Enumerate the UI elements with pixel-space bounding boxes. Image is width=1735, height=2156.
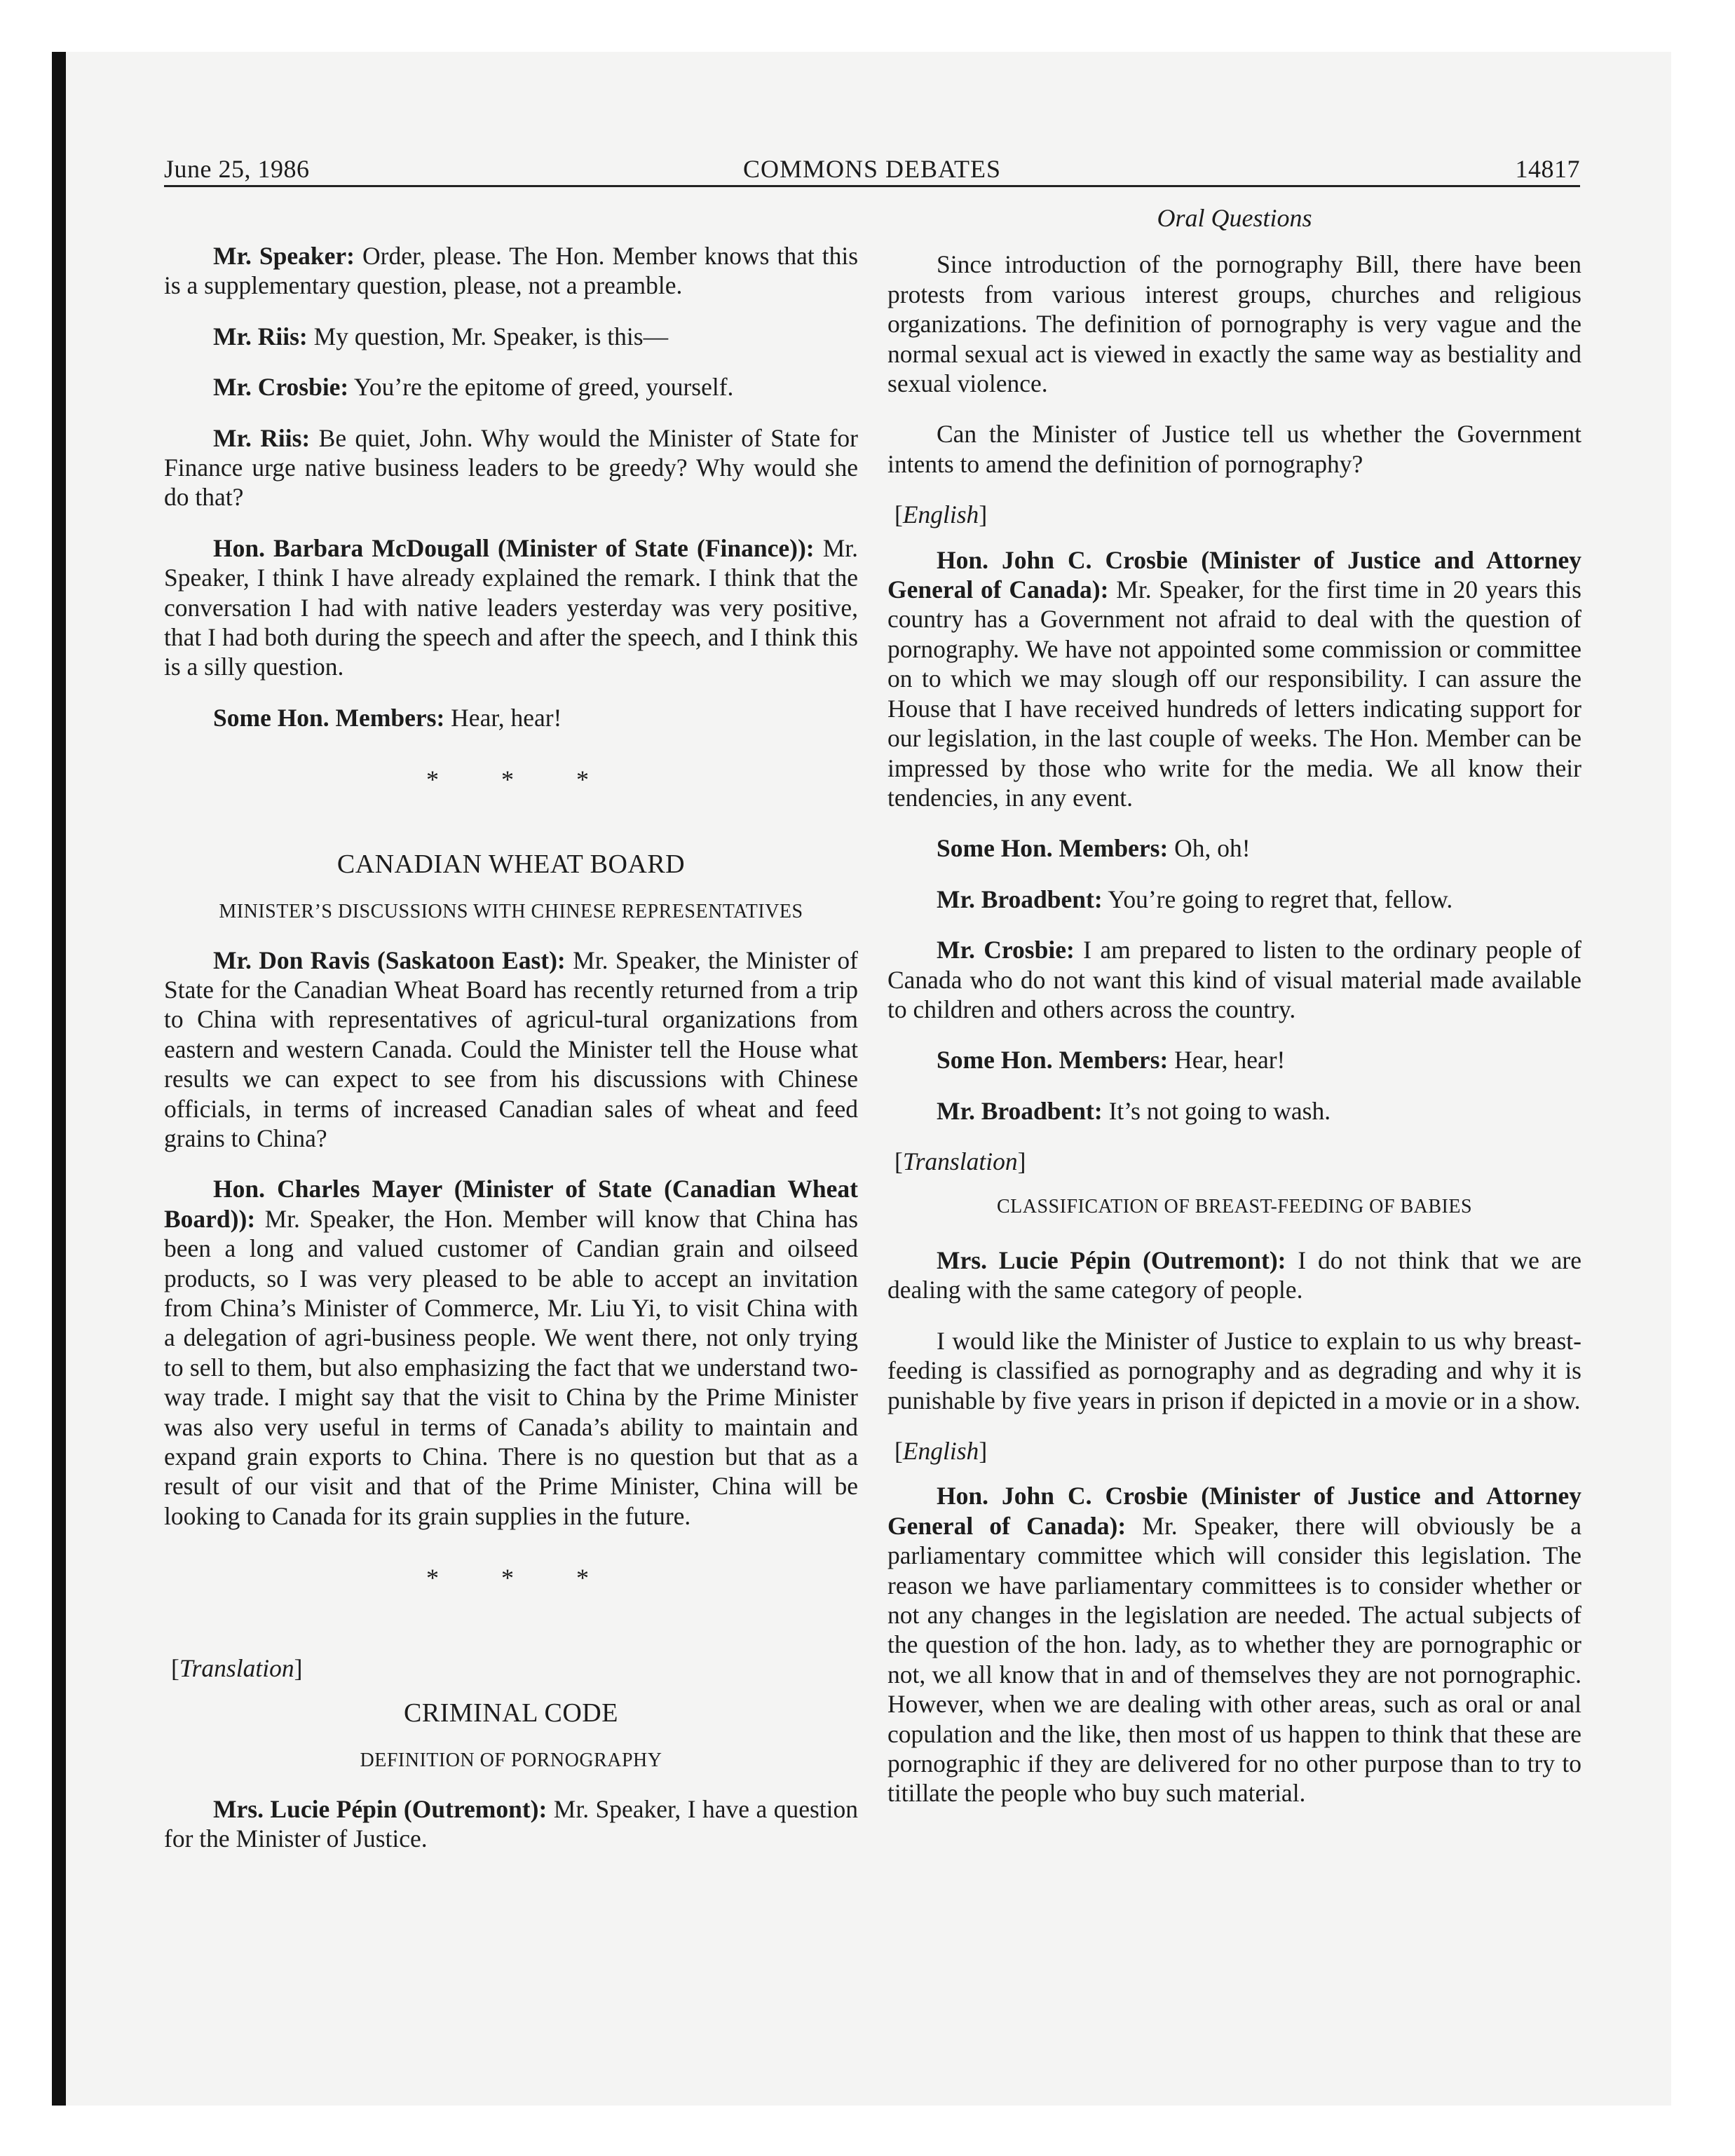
header-date: June 25, 1986 <box>164 155 310 183</box>
speech-text: Mr. Speaker, the Hon. Member will know that China has been a long and valued customer of Candian grain and oilseed products, so I was very pleased to be able to accept an invitation from China’s Minister of Commerce, Mr. Liu Yi, to visit China with a delegation of agri-business people. We went there, not only trying to sell to them, but also emphasizing the fact that we understand two-way trade. I might say that the visit to China by the Prime Minister was also very useful in terms of Canada’s ability to maintain and expand grain exports to China. There is no question but that as a result of our visit and that of the Prime Minister, China will be looking to Canada for its grain supplies in the future. <box>164 1204 859 1530</box>
speech-text: Mr. Speaker, there will obviously be a parliamentary committee which will consider this legislation. The reason we have parliamentary committees is to consider whether or not any changes in the legislation are needed. The actual subjects of the question of the hon. lady, as to whether they are pornographic or not, we all know that in and of themselves they are not pornographic. However, when we are dealing with other areas, such as oral or anal copulation and the like, then most of us happen to think that these are pornographic if they are delivered for no other purpose than to try to titillate the people who buy such material. <box>887 1511 1581 1808</box>
speaker-name: Some Hon. Members: <box>213 703 445 732</box>
paragraph <box>164 241 858 301</box>
paragraph <box>887 545 1581 813</box>
section-subheading: DEFINITION OF PORNOGRAPHY <box>360 1749 662 1772</box>
speech-text: Mr. Speaker, for the first time in 20 years this country has a Government not afraid to deal with the question of pornography. We have not appointed some commission or committee on to which we may slough off our responsibility. I can assure the House that I have received hundreds of letters indicating support for our legislation, in the last couple of weeks. The Hon. Member can be impressed by those who write for the media. We all know their tendencies, in any event. <box>887 575 1581 812</box>
speech-text: Mr. Speaker, I think I have already explained the remark. I think that the conversation I had with native leaders yesterday was very positive, that I had both during the speech and after the speech, and I think this is a silly question. <box>164 533 858 681</box>
paragraph <box>164 322 858 351</box>
paragraph <box>887 1045 1581 1074</box>
section-heading: CRIMINAL CODE <box>404 1698 618 1728</box>
paragraph <box>164 946 858 1154</box>
speech-text: You’re the epitome of greed, yourself. <box>353 373 734 402</box>
section-subheading: MINISTER’S DISCUSSIONS WITH CHINESE REPRESENTATIVES <box>219 901 803 923</box>
speaker-name: Mr. Broadbent: <box>937 1096 1103 1125</box>
language-tag-text: English <box>902 500 979 529</box>
left-column <box>164 241 858 1875</box>
speech-text: Hear, hear! <box>451 703 562 732</box>
section-separator: * * * <box>426 1564 617 1592</box>
header-rule <box>164 185 1580 187</box>
speech-text: My question, Mr. Speaker, is this— <box>313 322 669 350</box>
speech-text: Order, please. The Hon. Member knows that this is a supplementary question, please, not a preamble. <box>164 242 859 300</box>
speech-text: Mr. Speaker, I have a question for the Minister of Justice. <box>164 1794 859 1853</box>
header-page-number: 14817 <box>1515 155 1580 183</box>
page-header <box>164 150 1580 188</box>
paragraph <box>887 1096 1581 1126</box>
paragraph <box>887 1246 1581 1305</box>
section-subheading: CLASSIFICATION OF BREAST-FEEDING OF BABIES <box>996 1195 1473 1217</box>
language-tag-text: Translation <box>179 1653 294 1682</box>
paragraph <box>887 1326 1581 1415</box>
paragraph <box>164 1794 858 1854</box>
running-head: Oral Questions <box>1157 204 1312 232</box>
speaker-name: Mr. Crosbie: <box>937 936 1075 964</box>
speaker-name: Mr. Don Ravis (Saskatoon East): <box>213 946 566 974</box>
speech-text: I would like the Minister of Justice to explain to us why breast-feeding is classified as pornography and as degrading and why it is punishable by five years in prison if depicted in a movie or in a show. <box>887 1326 1581 1414</box>
speaker-name: Hon. Barbara McDougall (Minister of State (Finance)): <box>213 533 815 562</box>
speaker-name: Mr. Speaker: <box>213 242 355 270</box>
speech-text: I am prepared to listen to the ordinary people of Canada who do not want this kind of visual material made available to children and others across the country. <box>887 936 1581 1023</box>
speaker-name: Hon. John C. Crosbie (Minister of Justice and Attorney General of Canada): <box>887 1482 1581 1540</box>
section-separator: * * * <box>426 765 617 794</box>
speech-text: Be quiet, John. Why would the Minister of State for Finance urge native business leaders to be greedy? Why would she do that? <box>164 423 859 512</box>
speaker-name: Mr. Broadbent: <box>937 885 1103 913</box>
speech-text: Oh, oh! <box>1174 834 1251 863</box>
language-tag: [English] <box>894 1437 988 1465</box>
speaker-name: Some Hon. Members: <box>937 834 1169 863</box>
language-tag: [English] <box>894 500 988 529</box>
paragraph <box>887 1481 1581 1808</box>
language-tag: [Translation] <box>171 1653 303 1682</box>
paragraph <box>887 935 1581 1024</box>
speaker-name: Some Hon. Members: <box>937 1046 1169 1074</box>
language-tag-text: English <box>902 1437 979 1465</box>
paragraph <box>887 885 1581 914</box>
right-column <box>887 203 1581 1829</box>
paragraph <box>164 423 858 512</box>
speech-text: Hear, hear! <box>1174 1046 1286 1074</box>
paragraph <box>164 1174 858 1531</box>
speech-text: It’s not going to wash. <box>1108 1096 1331 1125</box>
speaker-name: Mr. Riis: <box>213 322 308 350</box>
paragraph <box>164 533 858 682</box>
speaker-name: Mrs. Lucie Pépin (Outremont): <box>213 1794 547 1823</box>
speaker-name: Hon. Charles Mayer (Minister of State (Canadian Wheat Board)): <box>164 1175 858 1233</box>
speech-text: Mr. Speaker, the Minister of State for the Canadian Wheat Board has recently returned from a trip to China with representatives of agricul-tural organizations from eastern and western Canada. Could the Minister tell the House what results we can expect to see from his discussions with Chinese officials, in terms of increased Canadian sales of wheat and feed grains to China? <box>164 946 858 1152</box>
language-tag: [Translation] <box>894 1147 1026 1176</box>
section-heading: CANADIAN WHEAT BOARD <box>336 849 686 879</box>
speech-text: You’re going to regret that, fellow. <box>1108 885 1453 913</box>
language-tag-text: Translation <box>902 1147 1018 1176</box>
paragraph <box>887 419 1581 479</box>
paragraph <box>164 703 858 732</box>
scan-edge-shadow <box>52 52 66 2106</box>
speech-text: I do not think that we are dealing with the same category of people. <box>887 1246 1582 1304</box>
speaker-name: Hon. John C. Crosbie (Minister of Justice and Attorney General of Canada): <box>887 545 1581 604</box>
speech-text: Can the Minister of Justice tell us whether the Government intents to amend the definition of pornography? <box>887 420 1581 478</box>
paragraph <box>887 833 1581 863</box>
speaker-name: Mr. Riis: <box>213 423 311 452</box>
paragraph <box>887 250 1581 398</box>
speech-text: Since introduction of the pornography Bill, there have been protests from various interest groups, churches and religious organizations. The definition of pornography is very vague and the normal sexual act is viewed in exactly the same way as bestiality and sexual violence. <box>887 250 1581 398</box>
speaker-name: Mr. Crosbie: <box>213 373 349 402</box>
header-title: COMMONS DEBATES <box>742 155 1002 183</box>
speaker-name: Mrs. Lucie Pépin (Outremont): <box>937 1246 1286 1274</box>
paragraph <box>164 372 858 402</box>
